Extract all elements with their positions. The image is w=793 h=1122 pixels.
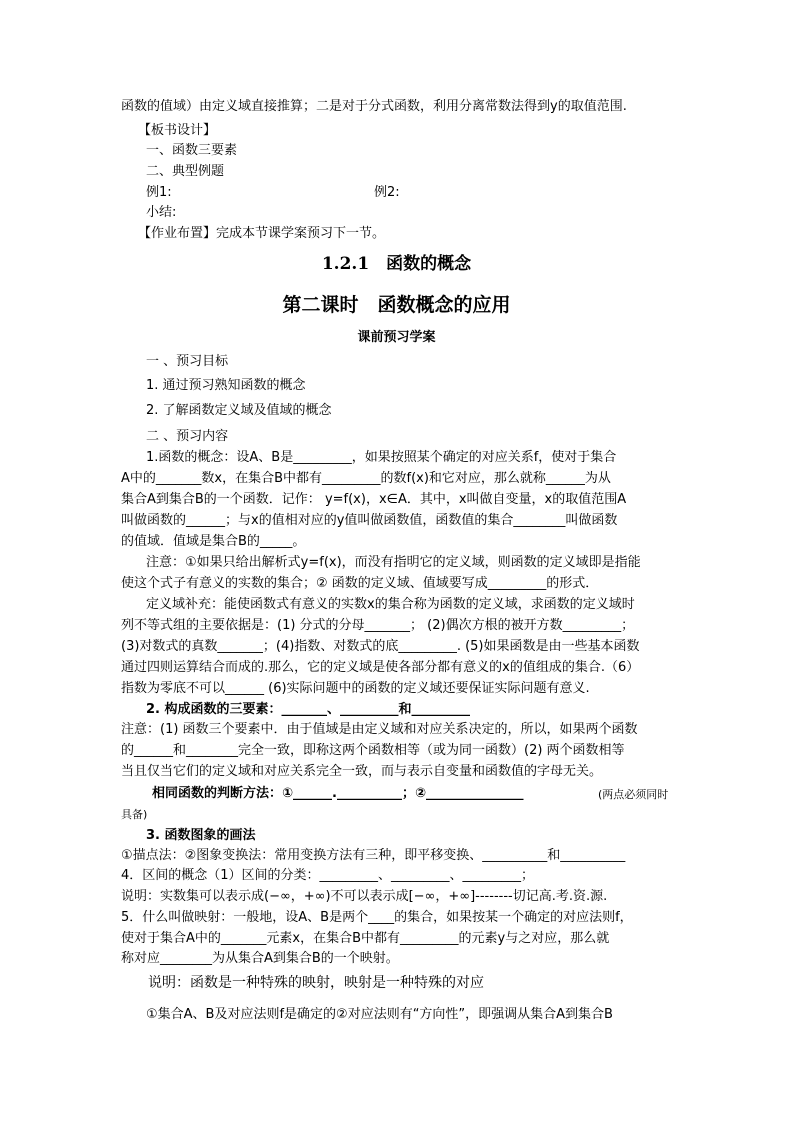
function-concept-line-3: 集合A到集合B的一个函数．记作： y=f(x)，x∈A．其中，x叫做自变量，x的取值范围A	[121, 492, 627, 507]
same-function-method: 相同函数的判断方法：①______.__________；②_______________	[152, 786, 524, 801]
homework-line: 【作业布置】完成本节课学案预习下一节。	[138, 226, 386, 241]
equal-function-note-3: 当且仅当它们的定义域和对应关系完全一致，而与表示自变量和函数值的字母无关。	[121, 764, 603, 779]
function-concept-line-5: 的值域．值域是集合B的_____。	[121, 534, 306, 549]
heading-board-design: 【板书设计】	[138, 123, 217, 138]
function-concept-line-1: 1.函数的概念：设A、B是_________，如果按照某个确定的对应关系f，使对于集合	[146, 450, 617, 465]
interval-note-line: 说明：实数集可以表示成(−∞，+∞)不可以表示成[−∞，+∞]--------切记高.考.资.源.	[121, 889, 608, 904]
note-line-1: 注意：①如果只给出解析式y=f(x)，而没有指明它的定义域，则函数的定义域即是指能	[146, 555, 641, 570]
equal-function-note-1: 注意：(1) 函数三个要素中．由于值域是由定义域和对应关系决定的，所以，如果两个函数	[121, 722, 638, 737]
equal-function-note-2: 的______和________完全一致，即称这两个函数相等（或为同一函数）(2) 两个函数相等	[121, 743, 625, 758]
example-2-label: 例2:	[374, 185, 400, 200]
preview-goal-heading: 一 、预习目标	[146, 354, 229, 369]
board-item-1: 一、函数三要素	[146, 143, 238, 158]
goal-1: 1. 通过预习熟知函数的概念	[146, 378, 306, 393]
domain-supplement-4: 通过四则运算结合而成的.那么，它的定义域是使各部分都有意义的x的值组成的集合.（6）	[121, 660, 640, 675]
mapping-line-2: 使对于集合A中的_______元素x，在集合B中都有_________的元素y与之对应，那么就	[121, 931, 610, 946]
graph-drawing-heading: 3. 函数图象的画法	[146, 828, 256, 843]
function-concept-line-2: A中的_______数x，在集合B中都有_________的数f(x)和它对应，那么就称______为从	[121, 471, 611, 486]
section-title: 1.2.1 函数的概念	[321, 254, 472, 274]
three-elements-line: 2. 构成函数的三要素：_______、_________和_________	[146, 702, 471, 717]
note-line-2: 使这个式子有意义的实数的集合；② 函数的定义域、值域要写成_________的形式．	[121, 576, 599, 591]
lesson-title: 第二课时 函数概念的应用	[282, 294, 511, 316]
mapping-line-1: 5．什么叫做映射：一般地，设A、B是两个____的集合，如果按某一个确定的对应法则f，	[121, 910, 633, 925]
paragraph-range-method: 函数的值域）由定义域直接推算；二是对于分式函数，利用分离常数法得到y的取值范围.	[121, 99, 627, 114]
function-concept-line-4: 叫做函数的______；与x的值相对应的y值叫做函数值，函数值的集合________叫做函数	[121, 513, 618, 528]
goal-2: 2. 了解函数定义域及值域的概念	[146, 403, 332, 418]
domain-supplement-2: 列不等式组的主要依据是：(1) 分式的分母_______； (2)偶次方根的被开方数_________；	[121, 618, 635, 633]
summary-label: 小结:	[146, 205, 177, 220]
graph-methods-line: ①描点法：②图象变换法：常用变换方法有三种，即平移变换、__________和__________	[121, 848, 626, 863]
same-function-note-cont: 具备)	[121, 808, 148, 821]
same-function-note: (两点必须同时	[598, 788, 669, 801]
interval-concept-line: 4．区间的概念（1）区间的分类：_________、_________、_________；	[121, 868, 535, 883]
preview-content-heading: 二 、预习内容	[146, 429, 229, 444]
mapping-explanation: 说明：函数是一种特殊的映射，映射是一种特殊的对应	[148, 975, 484, 991]
domain-supplement-1: 定义域补充：能使函数式有意义的实数x的集合称为函数的定义域，求函数的定义域时	[146, 597, 635, 612]
mapping-line-3: 称对应________为从集合A到集合B的一个映射。	[121, 951, 399, 966]
board-item-2: 二、典型例题	[146, 164, 225, 179]
mapping-properties: ①集合A、B及对应法则f是确定的②对应法则有“方向性”，即强调从集合A到集合B	[146, 1007, 613, 1022]
domain-supplement-5: 指数为零底不可以______ (6)实际问题中的函数的定义域还要保证实际问题有意义.	[121, 681, 590, 696]
example-1-label: 例1:	[146, 185, 172, 200]
preview-heading: 课前预习学案	[357, 330, 436, 345]
domain-supplement-3: (3)对数式的真数_______；(4)指数、对数式的底_________. (5)如果函数是由一些基本函数	[121, 639, 640, 654]
